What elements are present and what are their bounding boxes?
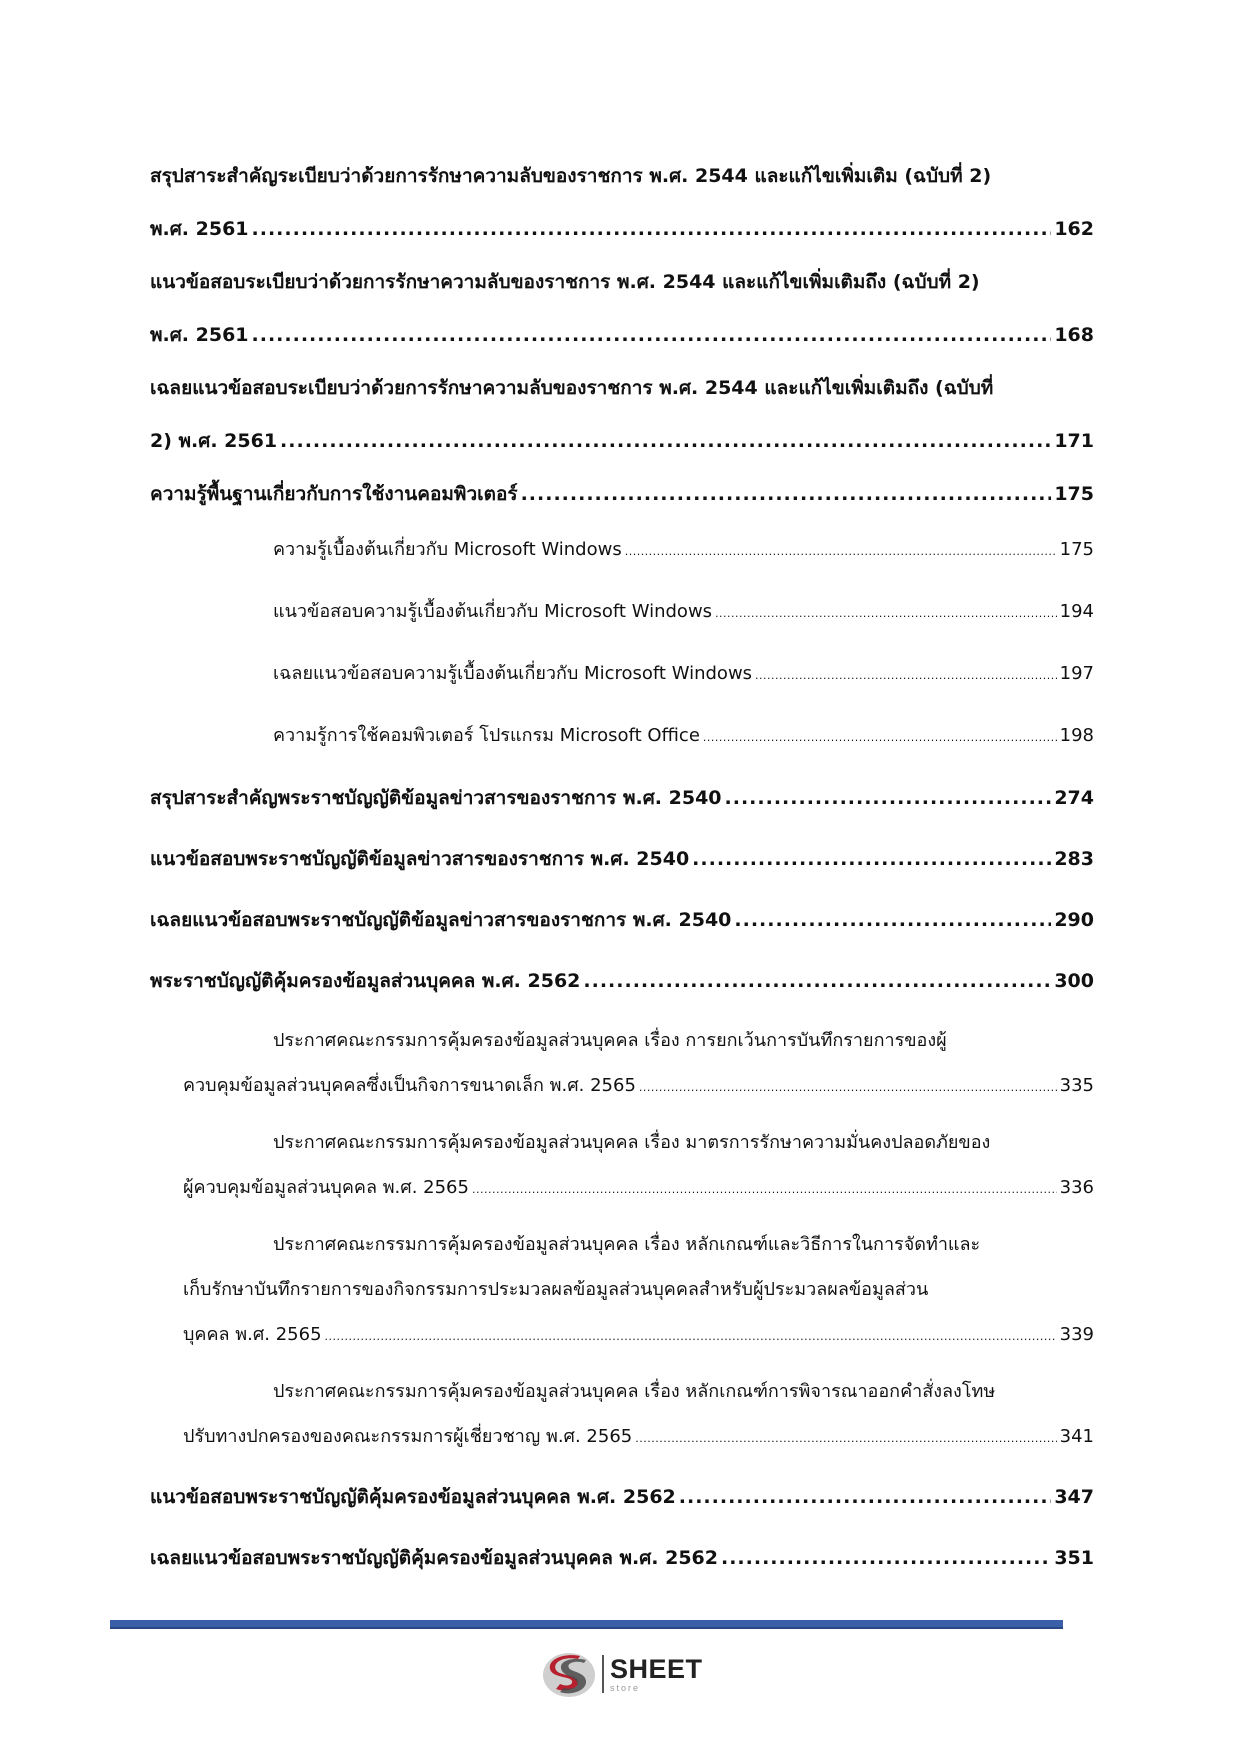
toc-page-number: 341 [1059, 1426, 1094, 1447]
brand-name: SHEET [610, 1653, 703, 1684]
toc-entry-title: สรุปสาระสำคัญระเบียบว่าด้วยการรักษาความลับของราชการ พ.ศ. 2544 และแก้ไขเพิ่มเติม (ฉบับที่ 2) [150, 165, 992, 187]
toc-page-number: 336 [1059, 1177, 1094, 1198]
toc-subentry-title: ความรู้การใช้คอมพิวเตอร์ โปรแกรม Microsoft Office [273, 725, 700, 746]
leader-dots [325, 1314, 1057, 1359]
toc-entry-title: เฉลยแนวข้อสอบระเบียบว่าด้วยการรักษาความลับของราชการ พ.ศ. 2544 และแก้ไขเพิ่มเติมถึง (ฉบับที่ [150, 377, 994, 399]
toc-page-number: 283 [1054, 848, 1094, 870]
toc-subentry-title: ประกาศคณะกรรมการคุ้มครองข้อมูลส่วนบุคคล เรื่อง มาตรการรักษาความมั่นคงปลอดภัยของ [273, 1132, 991, 1153]
table-of-contents [150, 150, 1094, 1585]
brand-logo [540, 1648, 710, 1700]
leader-dots [755, 653, 1057, 698]
toc-entry[interactable] [150, 825, 1094, 886]
toc-entry-title: ความรู้พื้นฐานเกี่ยวกับการใช้งานคอมพิวเตอร์ [150, 483, 518, 505]
brand-subtitle: store [610, 1682, 641, 1693]
toc-page-number: 197 [1059, 663, 1094, 684]
leader-dots [734, 894, 1051, 947]
toc-entry[interactable] [150, 886, 1094, 947]
toc-subentry-title: เก็บรักษาบันทึกรายการของกิจกรรมการประมวลผลข้อมูลส่วนบุคคลสำหรับผู้ประมวลผลข้อมูลส่วน [183, 1279, 929, 1300]
footer-divider [110, 1620, 1063, 1629]
toc-entry[interactable] [150, 1524, 1094, 1585]
toc-page-number: 347 [1054, 1486, 1094, 1508]
toc-subentry[interactable] [150, 698, 1094, 766]
toc-entry-title: แนวข้อสอบพระราชบัญญัติคุ้มครองข้อมูลส่วนบุคคล พ.ศ. 2562 [150, 1486, 676, 1508]
leader-dots [715, 591, 1057, 636]
toc-entry-title: แนวข้อสอบพระราชบัญญัติข้อมูลข่าวสารของราชการ พ.ศ. 2540 [150, 848, 690, 870]
toc-subentry[interactable] [150, 1359, 1094, 1467]
toc-subentry-title: บุคคล พ.ศ. 2565 [183, 1324, 322, 1345]
toc-entry[interactable] [150, 766, 1094, 825]
toc-entry[interactable] [150, 150, 1094, 256]
leader-dots [679, 1471, 1052, 1524]
toc-subentry[interactable] [150, 1008, 1094, 1110]
toc-subentry-title: ประกาศคณะกรรมการคุ้มครองข้อมูลส่วนบุคคล เรื่อง การยกเว้นการบันทึกรายการของผู้ [273, 1030, 947, 1051]
toc-subentry[interactable] [150, 574, 1094, 636]
leader-dots [583, 955, 1051, 1008]
toc-subentry[interactable] [150, 636, 1094, 698]
leader-dots [625, 529, 1057, 574]
leader-dots [635, 1416, 1056, 1461]
toc-entry[interactable] [150, 256, 1094, 362]
leader-dots [721, 1532, 1051, 1585]
toc-entry-title: 2) พ.ศ. 2561 [150, 430, 278, 452]
toc-subentry[interactable] [150, 1212, 1094, 1359]
leader-dots [703, 715, 1057, 760]
toc-entry-title: พระราชบัญญัติคุ้มครองข้อมูลส่วนบุคคล พ.ศ. 2562 [150, 970, 581, 992]
toc-entry-title: แนวข้อสอบระเบียบว่าด้วยการรักษาความลับของราชการ พ.ศ. 2544 และแก้ไขเพิ่มเติมถึง (ฉบับที่ 2) [150, 271, 980, 293]
toc-page-number: 339 [1059, 1324, 1094, 1345]
toc-entry-title: พ.ศ. 2561 [150, 324, 249, 346]
toc-page-number: 175 [1059, 539, 1094, 560]
leader-dots [521, 468, 1052, 521]
toc-page-number: 198 [1059, 725, 1094, 746]
toc-subentry-title: เฉลยแนวข้อสอบความรู้เบื้องต้นเกี่ยวกับ Microsoft Windows [273, 663, 753, 684]
logo-separator [602, 1655, 604, 1693]
toc-subentry-title: ประกาศคณะกรรมการคุ้มครองข้อมูลส่วนบุคคล เรื่อง หลักเกณฑ์การพิจารณาออกคำสั่งลงโทษ [273, 1381, 996, 1402]
toc-page-number: 351 [1054, 1547, 1094, 1569]
leader-dots [725, 772, 1052, 825]
toc-subentry-title: แนวข้อสอบความรู้เบื้องต้นเกี่ยวกับ Microsoft Windows [273, 601, 713, 622]
toc-page-number: 300 [1054, 970, 1094, 992]
toc-subentry-title: ควบคุมข้อมูลส่วนบุคคลซึ่งเป็นกิจการขนาดเล็ก พ.ศ. 2565 [183, 1075, 636, 1096]
toc-entry[interactable] [150, 947, 1094, 1008]
toc-subentry-title: ประกาศคณะกรรมการคุ้มครองข้อมูลส่วนบุคคล เรื่อง หลักเกณฑ์และวิธีการในการจัดทำและ [273, 1234, 981, 1255]
leader-dots [252, 203, 1052, 256]
toc-page-number: 175 [1054, 483, 1094, 505]
toc-entry[interactable] [150, 468, 1094, 521]
toc-entry-title: พ.ศ. 2561 [150, 218, 249, 240]
toc-subentry-title: ความรู้เบื้องต้นเกี่ยวกับ Microsoft Windows [273, 539, 622, 560]
toc-subentry-title: ผู้ควบคุมข้อมูลส่วนบุคคล พ.ศ. 2565 [183, 1177, 469, 1198]
toc-page-number: 274 [1054, 787, 1094, 809]
leader-dots [692, 833, 1051, 886]
toc-entry-title: เฉลยแนวข้อสอบพระราชบัญญัติข้อมูลข่าวสารของราชการ พ.ศ. 2540 [150, 909, 732, 931]
toc-entry-title: สรุปสาระสำคัญพระราชบัญญัติข้อมูลข่าวสารของราชการ พ.ศ. 2540 [150, 787, 722, 809]
toc-entry[interactable] [150, 362, 1094, 468]
toc-page-number: 168 [1054, 324, 1094, 346]
leader-dots [472, 1167, 1057, 1212]
s-logo-icon [540, 1648, 598, 1700]
leader-dots [639, 1065, 1057, 1110]
toc-page-number: 335 [1059, 1075, 1094, 1096]
toc-subentry-title: ปรับทางปกครองของคณะกรรมการผู้เชี่ยวชาญ พ.ศ. 2565 [183, 1426, 633, 1447]
leader-dots [280, 415, 1051, 468]
leader-dots [252, 309, 1052, 362]
toc-page-number: 290 [1054, 909, 1094, 931]
toc-entry[interactable] [150, 1467, 1094, 1524]
toc-subentry[interactable] [150, 1110, 1094, 1212]
toc-subentry[interactable] [150, 521, 1094, 574]
toc-page-number: 162 [1054, 218, 1094, 240]
toc-page-number: 171 [1054, 430, 1094, 452]
toc-entry-title: เฉลยแนวข้อสอบพระราชบัญญัติคุ้มครองข้อมูลส่วนบุคคล พ.ศ. 2562 [150, 1547, 718, 1569]
toc-page-number: 194 [1059, 601, 1094, 622]
